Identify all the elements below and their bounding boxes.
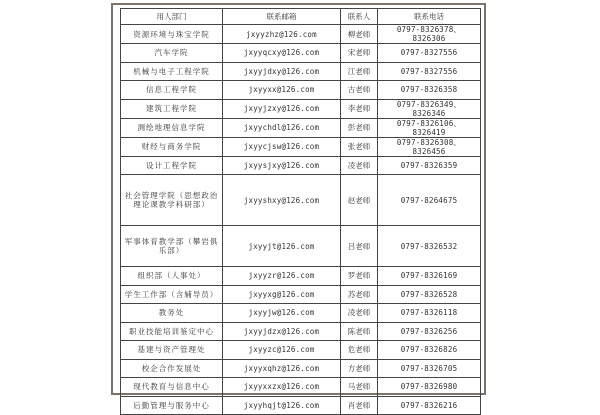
email-cell: jxyyxx@126.com (223, 81, 341, 100)
dept-cell: 设计工程学院 (121, 156, 223, 175)
email-cell: jxyyjt@126.com (223, 226, 341, 267)
email-cell: jxyyzhz@126.com (223, 25, 341, 44)
dept-cell: 教务处 (121, 304, 223, 323)
table-body (121, 25, 481, 415)
contact-cell: 凌老师 (341, 304, 378, 323)
table-row (121, 118, 481, 137)
phone-cell: 0797-8327556 (378, 62, 481, 81)
email-cell: jxyyhqjt@126.com (223, 396, 341, 415)
contact-table (120, 8, 481, 415)
table-row (121, 359, 481, 378)
phone-cell: 0797-8326106、8326419 (378, 118, 481, 137)
contact-cell: 古老师 (341, 81, 378, 100)
email-cell: jxyychdl@126.com (223, 118, 341, 137)
table-row (121, 285, 481, 304)
phone-cell: 0797-8326358 (378, 81, 481, 100)
phone-cell: 0797-8326169 (378, 267, 481, 286)
email-cell: jxyyxxzx@126.com (223, 378, 341, 397)
email-cell: jxyyxg@126.com (223, 285, 341, 304)
phone-cell: 0797-8326826 (378, 341, 481, 360)
dept-cell: 机械与电子工程学院 (121, 62, 223, 81)
dept-cell: 组织部（人事处） (121, 267, 223, 286)
phone-cell: 0797-8326528 (378, 285, 481, 304)
email-cell: jxyyshxy@126.com (223, 175, 341, 226)
table-row (121, 81, 481, 100)
contact-cell: 柳老师 (341, 25, 378, 44)
contact-cell: 李老师 (341, 99, 378, 118)
phone-cell: 0797-8326532 (378, 226, 481, 267)
dept-cell: 测绘地理信息学院 (121, 118, 223, 137)
contact-cell: 罗老师 (341, 267, 378, 286)
email-cell: jxyysjxy@126.com (223, 156, 341, 175)
phone-cell: 0797-8326378、8326306 (378, 25, 481, 44)
email-cell: jxyyjdxy@126.com (223, 62, 341, 81)
email-cell: jxyycjsw@126.com (223, 137, 341, 156)
table-row (121, 396, 481, 415)
dept-cell: 学生工作部（含辅导员） (121, 285, 223, 304)
dept-cell: 资源环境与珠宝学院 (121, 25, 223, 44)
phone-cell: 0797-8326118 (378, 304, 481, 323)
phone-cell: 0797-8326359 (378, 156, 481, 175)
contact-cell: 陈老师 (341, 322, 378, 341)
table-row (121, 341, 481, 360)
email-cell: jxyyzr@126.com (223, 267, 341, 286)
column-header-email: 联系邮箱 (223, 9, 341, 25)
email-cell: jxyyjdzx@126.com (223, 322, 341, 341)
dept-cell: 后勤管理与服务中心 (121, 396, 223, 415)
table-row (121, 378, 481, 397)
email-cell: jxyyxqhz@126.com (223, 359, 341, 378)
contact-cell: 宋老师 (341, 44, 378, 63)
email-cell: jxyyqcxy@126.com (223, 44, 341, 63)
contact-cell: 江老师 (341, 62, 378, 81)
contact-cell: 凌老师 (341, 156, 378, 175)
dept-cell: 基建与资产管理处 (121, 341, 223, 360)
table-row (121, 304, 481, 323)
table-row (121, 62, 481, 81)
phone-cell: 0797-8264675 (378, 175, 481, 226)
phone-cell: 0797-8326308、8326456 (378, 137, 481, 156)
phone-cell: 0797-8326256 (378, 322, 481, 341)
contact-cell: 苏老师 (341, 285, 378, 304)
contact-cell: 肖老师 (341, 396, 378, 415)
dept-cell: 社会管理学院（思想政治理论课教学科研部） (121, 175, 223, 226)
dept-cell: 建筑工程学院 (121, 99, 223, 118)
table-row (121, 226, 481, 267)
table-row (121, 44, 481, 63)
contact-cell: 张老师 (341, 137, 378, 156)
table-row (121, 175, 481, 226)
column-header-phone: 联系电话 (378, 9, 481, 25)
column-header-dept: 用人部门 (121, 9, 223, 25)
dept-cell: 信息工程学院 (121, 81, 223, 100)
dept-cell: 校企合作发展处 (121, 359, 223, 378)
dept-cell: 职业技能培训鉴定中心 (121, 322, 223, 341)
phone-cell: 0797-8327556 (378, 44, 481, 63)
contact-cell: 危老师 (341, 341, 378, 360)
table-row (121, 137, 481, 156)
phone-cell: 0797-8326349、8326346 (378, 99, 481, 118)
table-header-row (121, 9, 481, 25)
phone-cell: 0797-8326980 (378, 378, 481, 397)
contact-cell: 吕老师 (341, 226, 378, 267)
email-cell: jxyyjzxy@126.com (223, 99, 341, 118)
dept-cell: 财经与商务学院 (121, 137, 223, 156)
column-header-contact: 联系人 (341, 9, 378, 25)
table-row (121, 99, 481, 118)
table-row (121, 25, 481, 44)
contact-cell: 赵老师 (341, 175, 378, 226)
contact-cell: 彭老师 (341, 118, 378, 137)
contact-cell: 马老师 (341, 378, 378, 397)
table-row (121, 156, 481, 175)
table-row (121, 267, 481, 286)
phone-cell: 0797-8326216 (378, 396, 481, 415)
phone-cell: 0797-8326705 (378, 359, 481, 378)
dept-cell: 现代教育与信息中心 (121, 378, 223, 397)
email-cell: jxyyjw@126.com (223, 304, 341, 323)
contact-cell: 方老师 (341, 359, 378, 378)
table-row (121, 322, 481, 341)
dept-cell: 汽车学院 (121, 44, 223, 63)
dept-cell: 军事体育教学部（攀岩俱乐部） (121, 226, 223, 267)
email-cell: jxyyzc@126.com (223, 341, 341, 360)
